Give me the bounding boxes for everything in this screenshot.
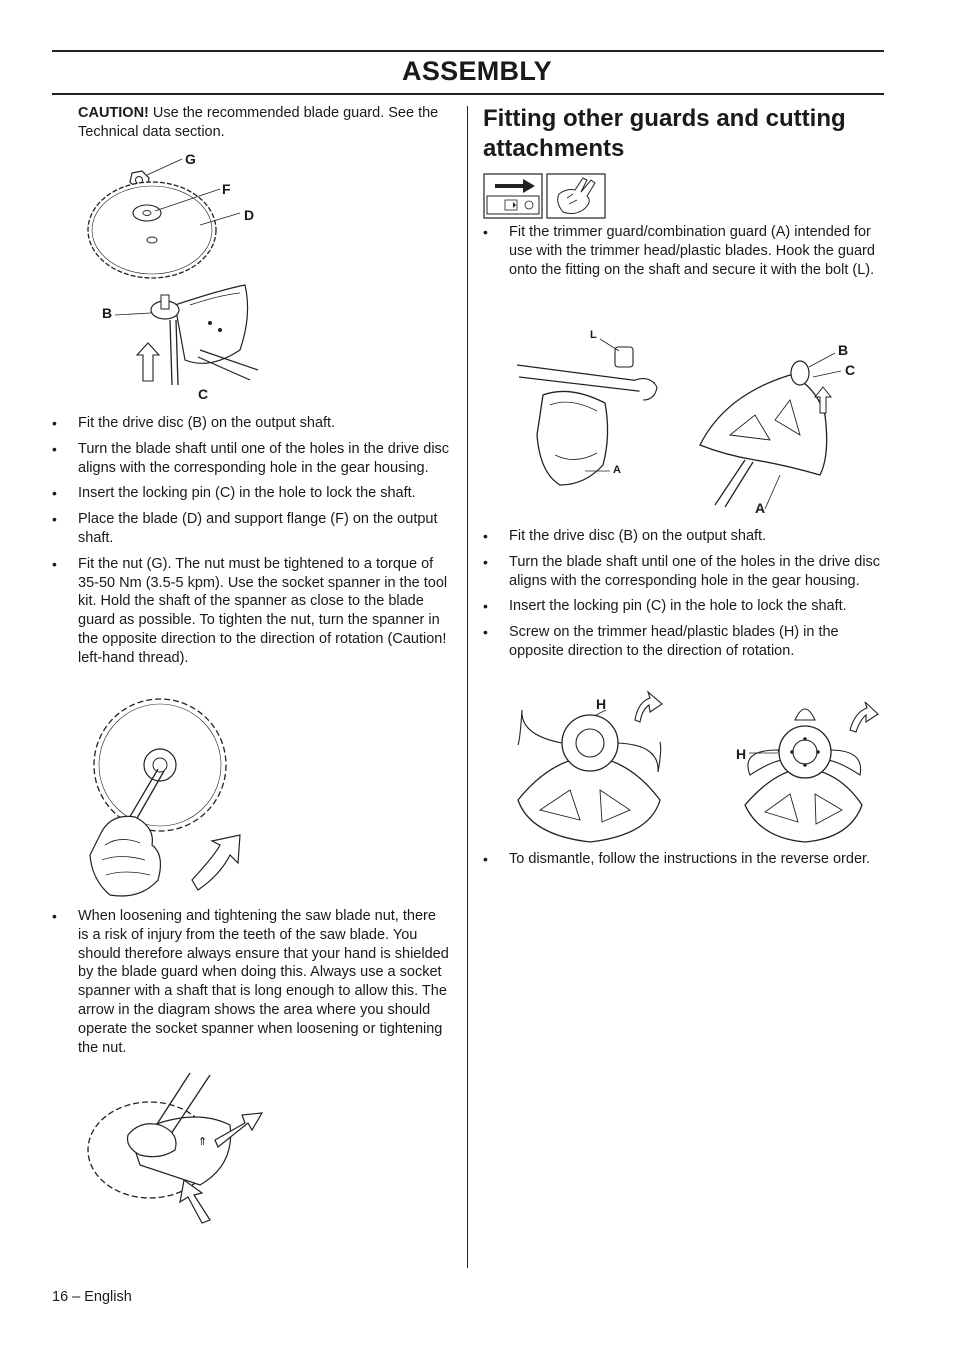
label-d: D [244, 207, 255, 223]
label-l: L [590, 329, 597, 341]
right-instructions-c [483, 850, 883, 869]
label-c: C [198, 386, 209, 402]
list-item: • Fit the drive disc (B) on the output shaft. [52, 414, 450, 433]
list-item: • Place the blade (D) and support flange (F) on the output shaft. [52, 510, 450, 548]
label-a: A [755, 500, 766, 516]
caution-label: CAUTION! [78, 105, 149, 121]
section-heading: Fitting other guards and cutting attachments [483, 105, 846, 162]
label-c: C [845, 362, 856, 378]
left-column [52, 104, 450, 142]
left-bullets-a-wrapper [52, 414, 450, 675]
trimmer-head-figure [510, 690, 880, 845]
glove-icon [547, 174, 605, 218]
guard-fitting-figure [515, 325, 870, 520]
safety-symbols [483, 172, 607, 220]
read-manual-icon [484, 174, 542, 218]
spanner-area-illustration [80, 1065, 270, 1235]
label-g: G [185, 151, 196, 167]
page-footer: 16 – English [52, 1289, 132, 1305]
right-bullets-b-wrapper [483, 527, 883, 668]
caution-text: Use the recommended blade guard. See the Technical data section. [78, 105, 439, 140]
list-item: • Insert the locking pin (C) in the hole to lock the shaft. [483, 597, 883, 616]
label-f: F [222, 181, 231, 197]
nut-tightening-illustration [80, 695, 250, 905]
label-b: B [102, 305, 113, 321]
label-h-blades: H [736, 746, 747, 762]
header-bottom-rule [52, 93, 884, 95]
trimmer-head-illustration [510, 690, 880, 845]
list-item: • To dismantle, follow the instructions in the reverse order. [483, 850, 883, 869]
blade-assembly-figure [80, 145, 280, 405]
small-up-arrow-icon: ⇑ [198, 1135, 208, 1148]
guard-fitting-illustration [515, 325, 870, 520]
right-bullets-c-wrapper [483, 850, 883, 876]
label-a-small: A [613, 464, 621, 476]
right-instructions-b [483, 527, 883, 661]
list-item: • When loosening and tightening the saw blade nut, there is a risk of injury from the teeth of the saw blade. You should therefore always ensure that your hand is shielded by the blade guard when doing this. Always use a socket spanner with a shaft that is long enough to allow this. The arrow in the diagram shows the area where you should operate the socket spanner when loosening or tightening the nut. [52, 907, 450, 1057]
header-top-rule [52, 50, 884, 52]
column-divider [467, 106, 468, 1268]
right-bullets-a-wrapper [483, 223, 883, 286]
list-item: • Fit the trimmer guard/combination guard (A) intended for use with the trimmer head/plastic blades. Hook the guard onto the fitting on the shaft and secure it with the bolt (L). [483, 223, 883, 279]
blade-assembly-illustration [80, 145, 280, 405]
list-item: • Turn the blade shaft until one of the holes in the drive disc aligns with the corresponding hole in the gear housing. [52, 440, 450, 478]
left-bullets-b-wrapper [52, 907, 450, 1064]
nut-tightening-figure [80, 695, 250, 905]
list-item: • Insert the locking pin (C) in the hole to lock the shaft. [52, 484, 450, 503]
right-column [483, 104, 883, 164]
label-h-head: H [596, 696, 607, 712]
spanner-area-figure [80, 1065, 270, 1235]
list-item: • Screw on the trimmer head/plastic blades (H) in the opposite direction to the direction of rotation. [483, 623, 883, 661]
left-instructions-b [52, 907, 450, 1057]
list-item: • Fit the drive disc (B) on the output shaft. [483, 527, 883, 546]
list-item: • Turn the blade shaft until one of the holes in the drive disc aligns with the corresponding hole in the gear housing. [483, 553, 883, 591]
left-instructions-a [52, 414, 450, 668]
page-title: ASSEMBLY [402, 56, 552, 86]
caution-note [78, 104, 450, 142]
label-b: B [838, 342, 849, 358]
right-instructions-a [483, 223, 883, 279]
list-item: • Fit the nut (G). The nut must be tightened to a torque of 35-50 Nm (3.5-5 kpm). Use the socket spanner in the tool kit. Hold the shaft of the spanner as close to the blade guard as possible. To tighten the nut, turn the spanner in the opposite direction to the direction of rotation (Caution! left-hand thread). [52, 555, 450, 668]
